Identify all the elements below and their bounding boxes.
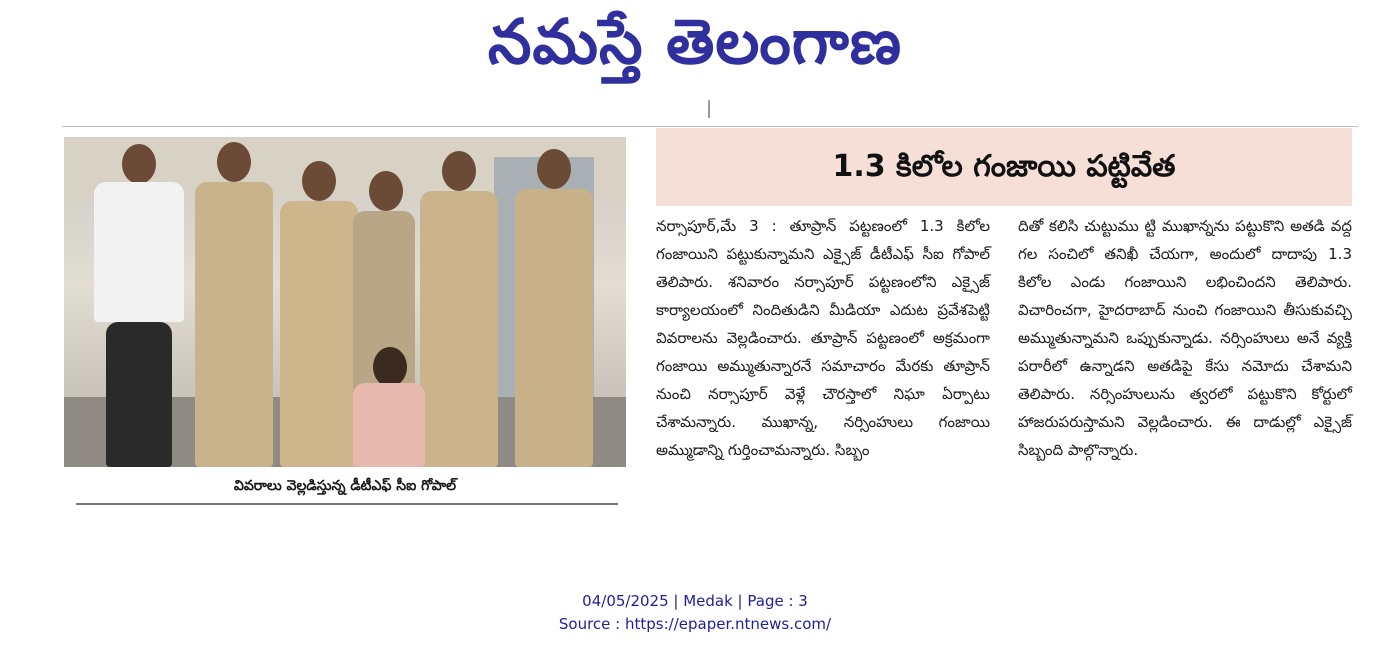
top-rule <box>62 126 1358 127</box>
person-civilian <box>84 142 194 467</box>
source-link[interactable]: Source : https://epaper.ntnews.com/ <box>558 615 832 633</box>
person-accused-seated <box>349 347 429 467</box>
person-officer-1 <box>189 142 279 467</box>
article-headline: 1.3 కిలోల గంజాయి పట్టివేత <box>656 128 1352 206</box>
article-body-left-column: నర్సాపూర్,మే 3 : తూప్రాన్ పట్టణంలో 1.3 కిలోల గంజాయిని పట్టుకున్నామని ఎక్సైజ్ డీటీఎఫ్ సీఐ గోపాల్ తెలిపారు. శనివారం నర్సాపూర్ పట్టణంలోని ఎక్సైజ్ కార్యాలయంలో నిందితుడిని మీడియా ఎదుట ప్రవేశపెట్టి వివరాలను వెల్లడించారు. తూప్రాన్ పట్టణంలో అక్రమంగా గంజాయి అమ్ముతున్నారనే సమాచారం మేరకు తూప్రాన్ నుంచి నర్సాపూర్ వెళ్లే చౌరస్తాలో నిఘా ఏర్పాటు చేశామన్నారు. ముఖాన్న, నర్సింహులు గంజాయి అమ్ముడాన్ని గుర్తించామన్నారు. సిబ్బం <box>656 217 990 459</box>
photo-caption: వివరాలు వెల్లడిస్తున్న డీటీఎఫ్ సీఐ గోపాల్ <box>233 478 457 494</box>
column-divider-tick <box>708 100 710 118</box>
clipped-text-strip <box>60 92 480 106</box>
person-officer-5 <box>509 147 599 467</box>
edition-info: 04/05/2025 | Medak | Page : 3 <box>582 592 808 610</box>
caption-rule <box>76 503 618 505</box>
article-body-right-column: దితో కలిసి చుట్టుము ట్టి ముఖాన్నను పట్టుకొని అతడి వద్ద గల సంచిలో తనిఖీ చేయగా, అందులో దాదాపు 1.3 కిలోల ఎండు గంజాయిని లభించిందని తెలిపారు. విచారించగా, హైదరాబాద్ నుంచి గంజాయిని తీసుకువచ్చి అమ్ముతున్నామని ఒప్పుకున్నాడు. నర్సింహులు అనే వ్యక్తి పరారీలో ఉన్నాడని అతడిపై కేసు నమోదు చేశామని తెలిపారు. నర్సింహులును త్వరలో పట్టుకొని కోర్టులో హాజరుపరుస్తామని వెల్లడించారు. ఈ దాడుల్లో ఎక్సైజ్ సిబ్బంది పాల్గొన్నారు. <box>1018 217 1352 459</box>
news-photo <box>64 137 626 467</box>
newspaper-masthead: నమస్తే తెలంగాణ <box>487 5 903 78</box>
